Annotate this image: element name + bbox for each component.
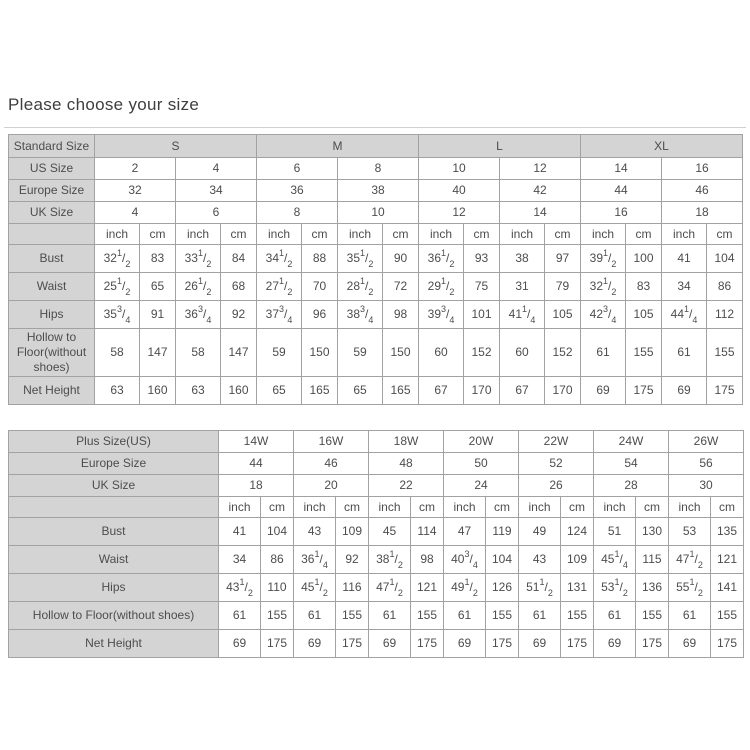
unit-header-cell: cm: [383, 224, 419, 245]
measure-cm-cell: 121: [711, 546, 744, 574]
measure-inch-cell: 58: [95, 329, 140, 377]
unit-header-cell: cm: [707, 224, 743, 245]
measure-inch-cell: 61: [294, 602, 336, 630]
size-value-cell: 54: [594, 453, 669, 475]
measure-cm-cell: 98: [383, 301, 419, 329]
measure-inch-cell: $35^1/_2$: [338, 245, 383, 273]
size-value-cell: 18: [219, 475, 294, 497]
measure-cm-cell: 175: [636, 630, 669, 658]
measure-inch-cell: 49: [519, 518, 561, 546]
measure-cm-cell: 92: [221, 301, 257, 329]
size-value-cell: 4: [95, 202, 176, 224]
size-value-cell: 22: [369, 475, 444, 497]
measure-inch-cell: $36^3/_4$: [176, 301, 221, 329]
row-label-cell: Waist: [9, 273, 95, 301]
size-value-cell: 30: [669, 475, 744, 497]
row-label-cell: Bust: [9, 245, 95, 273]
measure-cm-cell: 65: [140, 273, 176, 301]
row-label-cell: Net Height: [9, 630, 219, 658]
measure-inch-cell: 69: [219, 630, 261, 658]
measure-cm-cell: 175: [561, 630, 594, 658]
unit-header-cell: cm: [486, 497, 519, 518]
measure-cm-cell: 114: [411, 518, 444, 546]
row-label-cell: Hollow to Floor(without shoes): [9, 329, 95, 377]
measure-cm-cell: 96: [302, 301, 338, 329]
measure-cm-cell: 160: [221, 377, 257, 405]
measure-cm-cell: 135: [711, 518, 744, 546]
measure-cm-cell: 101: [464, 301, 500, 329]
measure-inch-cell: 31: [500, 273, 545, 301]
size-value-cell: 2: [95, 158, 176, 180]
measure-cm-cell: 86: [261, 546, 294, 574]
measure-inch-cell: $28^1/_2$: [338, 273, 383, 301]
measure-inch-cell: $41^1/_4$: [500, 301, 545, 329]
measure-cm-cell: 155: [411, 602, 444, 630]
table-row: [9, 329, 743, 377]
measure-cm-cell: 84: [221, 245, 257, 273]
size-value-cell: 8: [257, 202, 338, 224]
measure-inch-cell: 61: [444, 602, 486, 630]
size-value-cell: 56: [669, 453, 744, 475]
measure-inch-cell: 61: [581, 329, 626, 377]
unit-header-cell: cm: [711, 497, 744, 518]
measure-cm-cell: 150: [302, 329, 338, 377]
measure-inch-cell: $25^1/_2$: [95, 273, 140, 301]
measure-inch-cell: 43: [294, 518, 336, 546]
measure-cm-cell: 147: [221, 329, 257, 377]
measure-inch-cell: 47: [444, 518, 486, 546]
size-value-cell: 28: [594, 475, 669, 497]
measure-inch-cell: $36^1/_4$: [294, 546, 336, 574]
measure-cm-cell: 86: [707, 273, 743, 301]
measure-inch-cell: 53: [669, 518, 711, 546]
measure-inch-cell: 61: [594, 602, 636, 630]
measure-inch-cell: $32^1/_2$: [95, 245, 140, 273]
measure-cm-cell: 121: [411, 574, 444, 602]
size-value-cell: 48: [369, 453, 444, 475]
measure-inch-cell: 69: [444, 630, 486, 658]
measure-inch-cell: 67: [500, 377, 545, 405]
unit-header-cell: inch: [419, 224, 464, 245]
measure-cm-cell: 155: [336, 602, 369, 630]
size-group-header-cell: S: [95, 135, 257, 158]
measure-inch-cell: $39^1/_2$: [581, 245, 626, 273]
measure-cm-cell: 141: [711, 574, 744, 602]
measure-cm-cell: 175: [711, 630, 744, 658]
size-value-cell: 44: [581, 180, 662, 202]
measure-inch-cell: 65: [338, 377, 383, 405]
measure-inch-cell: 43: [519, 546, 561, 574]
measure-cm-cell: 131: [561, 574, 594, 602]
unit-corner-cell: [9, 497, 219, 518]
measure-cm-cell: 155: [561, 602, 594, 630]
size-value-cell: 16W: [294, 431, 369, 453]
table-row: [9, 377, 743, 405]
measure-inch-cell: 69: [294, 630, 336, 658]
size-value-cell: 6: [257, 158, 338, 180]
row-label-cell: Hips: [9, 574, 219, 602]
size-value-cell: 12: [419, 202, 500, 224]
size-value-cell: 14: [500, 202, 581, 224]
size-value-cell: 16: [581, 202, 662, 224]
size-value-cell: 26W: [669, 431, 744, 453]
unit-header-cell: cm: [336, 497, 369, 518]
table-row: [9, 180, 743, 202]
unit-header-cell: cm: [561, 497, 594, 518]
unit-header-cell: cm: [626, 224, 662, 245]
measure-inch-cell: $33^1/_2$: [176, 245, 221, 273]
unit-header-cell: inch: [581, 224, 626, 245]
measure-cm-cell: 175: [486, 630, 519, 658]
standard-size-table: [8, 134, 743, 405]
table-row: [9, 224, 743, 245]
size-value-cell: 26: [519, 475, 594, 497]
measure-cm-cell: 152: [545, 329, 581, 377]
size-value-cell: 12: [500, 158, 581, 180]
measure-inch-cell: 61: [669, 602, 711, 630]
measure-cm-cell: 155: [707, 329, 743, 377]
measure-cm-cell: 68: [221, 273, 257, 301]
unit-header-cell: cm: [140, 224, 176, 245]
measure-inch-cell: $47^1/_2$: [369, 574, 411, 602]
size-value-cell: 16: [662, 158, 743, 180]
row-label-cell: Bust: [9, 518, 219, 546]
row-label-cell: Europe Size: [9, 180, 95, 202]
size-value-cell: 20: [294, 475, 369, 497]
row-label-cell: Hollow to Floor(without shoes): [9, 602, 219, 630]
measure-inch-cell: 63: [176, 377, 221, 405]
row-label-cell: US Size: [9, 158, 95, 180]
size-value-cell: 38: [338, 180, 419, 202]
corner-label-cell: Standard Size: [9, 135, 95, 158]
table-row: [9, 630, 744, 658]
row-label-cell: UK Size: [9, 475, 219, 497]
size-value-cell: 46: [294, 453, 369, 475]
measure-inch-cell: $27^1/_2$: [257, 273, 302, 301]
size-value-cell: 24W: [594, 431, 669, 453]
measure-inch-cell: $38^1/_2$: [369, 546, 411, 574]
measure-cm-cell: 160: [140, 377, 176, 405]
measure-inch-cell: 69: [369, 630, 411, 658]
measure-cm-cell: 91: [140, 301, 176, 329]
measure-cm-cell: 79: [545, 273, 581, 301]
measure-inch-cell: $43^1/_2$: [219, 574, 261, 602]
measure-cm-cell: 155: [711, 602, 744, 630]
size-value-cell: 24: [444, 475, 519, 497]
measure-inch-cell: 61: [662, 329, 707, 377]
measure-inch-cell: 51: [594, 518, 636, 546]
unit-header-cell: cm: [545, 224, 581, 245]
measure-cm-cell: 105: [626, 301, 662, 329]
plus-size-table: [8, 430, 744, 658]
measure-cm-cell: 150: [383, 329, 419, 377]
table-row: [9, 518, 744, 546]
table-row: [9, 453, 744, 475]
measure-inch-cell: 69: [594, 630, 636, 658]
measure-inch-cell: 59: [338, 329, 383, 377]
size-value-cell: 8: [338, 158, 419, 180]
table-row: [9, 546, 744, 574]
size-value-cell: 4: [176, 158, 257, 180]
measure-cm-cell: 155: [636, 602, 669, 630]
unit-header-cell: inch: [338, 224, 383, 245]
measure-cm-cell: 155: [261, 602, 294, 630]
row-label-cell: Hips: [9, 301, 95, 329]
table-row: [9, 497, 744, 518]
measure-inch-cell: 69: [669, 630, 711, 658]
unit-header-cell: inch: [257, 224, 302, 245]
table-row: [9, 273, 743, 301]
measure-cm-cell: 88: [302, 245, 338, 273]
measure-inch-cell: 60: [500, 329, 545, 377]
measure-cm-cell: 115: [636, 546, 669, 574]
measure-inch-cell: 65: [257, 377, 302, 405]
measure-cm-cell: 175: [336, 630, 369, 658]
unit-header-cell: cm: [261, 497, 294, 518]
measure-cm-cell: 104: [707, 245, 743, 273]
size-group-header-cell: L: [419, 135, 581, 158]
row-label-cell: Waist: [9, 546, 219, 574]
unit-header-cell: cm: [636, 497, 669, 518]
measure-cm-cell: 105: [545, 301, 581, 329]
size-value-cell: 52: [519, 453, 594, 475]
measure-cm-cell: 152: [464, 329, 500, 377]
measure-cm-cell: 83: [140, 245, 176, 273]
measure-inch-cell: 41: [219, 518, 261, 546]
measure-inch-cell: 45: [369, 518, 411, 546]
size-value-cell: 6: [176, 202, 257, 224]
measure-inch-cell: $45^1/_4$: [594, 546, 636, 574]
measure-inch-cell: 61: [219, 602, 261, 630]
unit-header-cell: inch: [594, 497, 636, 518]
size-value-cell: 40: [419, 180, 500, 202]
measure-cm-cell: 175: [707, 377, 743, 405]
table-row: [9, 202, 743, 224]
size-group-header-cell: M: [257, 135, 419, 158]
table-row: [9, 475, 744, 497]
row-label-cell: Net Height: [9, 377, 95, 405]
measure-cm-cell: 92: [336, 546, 369, 574]
row-label-cell: Plus Size(US): [9, 431, 219, 453]
table-row: [9, 158, 743, 180]
measure-cm-cell: 70: [302, 273, 338, 301]
size-value-cell: 32: [95, 180, 176, 202]
measure-inch-cell: 60: [419, 329, 464, 377]
measure-cm-cell: 165: [383, 377, 419, 405]
row-label-cell: Europe Size: [9, 453, 219, 475]
size-value-cell: 10: [338, 202, 419, 224]
measure-cm-cell: 109: [336, 518, 369, 546]
measure-inch-cell: $39^3/_4$: [419, 301, 464, 329]
size-value-cell: 44: [219, 453, 294, 475]
measure-inch-cell: $37^3/_4$: [257, 301, 302, 329]
measure-inch-cell: $44^1/_4$: [662, 301, 707, 329]
measure-inch-cell: 38: [500, 245, 545, 273]
size-value-cell: 14W: [219, 431, 294, 453]
measure-cm-cell: 124: [561, 518, 594, 546]
measure-cm-cell: 116: [336, 574, 369, 602]
measure-inch-cell: $45^1/_2$: [294, 574, 336, 602]
unit-header-cell: cm: [221, 224, 257, 245]
measure-cm-cell: 75: [464, 273, 500, 301]
measure-cm-cell: 155: [626, 329, 662, 377]
measure-cm-cell: 175: [261, 630, 294, 658]
measure-cm-cell: 175: [411, 630, 444, 658]
measure-cm-cell: 83: [626, 273, 662, 301]
measure-inch-cell: $29^1/_2$: [419, 273, 464, 301]
measure-cm-cell: 110: [261, 574, 294, 602]
measure-inch-cell: 34: [662, 273, 707, 301]
table-row: [9, 301, 743, 329]
unit-header-cell: inch: [662, 224, 707, 245]
size-value-cell: 18: [662, 202, 743, 224]
table-row: [9, 574, 744, 602]
unit-header-cell: inch: [294, 497, 336, 518]
measure-cm-cell: 170: [545, 377, 581, 405]
measure-cm-cell: 175: [626, 377, 662, 405]
measure-inch-cell: $51^1/_2$: [519, 574, 561, 602]
measure-cm-cell: 72: [383, 273, 419, 301]
measure-inch-cell: 69: [662, 377, 707, 405]
table-row: [9, 135, 743, 158]
measure-inch-cell: 58: [176, 329, 221, 377]
measure-inch-cell: $53^1/_2$: [594, 574, 636, 602]
measure-cm-cell: 170: [464, 377, 500, 405]
measure-cm-cell: 119: [486, 518, 519, 546]
measure-inch-cell: $34^1/_2$: [257, 245, 302, 273]
measure-cm-cell: 165: [302, 377, 338, 405]
measure-inch-cell: 63: [95, 377, 140, 405]
unit-header-cell: inch: [444, 497, 486, 518]
table-row: [9, 602, 744, 630]
measure-inch-cell: $32^1/_2$: [581, 273, 626, 301]
unit-header-cell: inch: [176, 224, 221, 245]
measure-inch-cell: $49^1/_2$: [444, 574, 486, 602]
measure-cm-cell: 98: [411, 546, 444, 574]
measure-cm-cell: 93: [464, 245, 500, 273]
size-value-cell: 14: [581, 158, 662, 180]
measure-inch-cell: 67: [419, 377, 464, 405]
measure-inch-cell: 34: [219, 546, 261, 574]
measure-cm-cell: 155: [486, 602, 519, 630]
measure-cm-cell: 126: [486, 574, 519, 602]
measure-inch-cell: 59: [257, 329, 302, 377]
measure-cm-cell: 90: [383, 245, 419, 273]
measure-cm-cell: 130: [636, 518, 669, 546]
size-value-cell: 10: [419, 158, 500, 180]
size-value-cell: 36: [257, 180, 338, 202]
size-group-header-cell: XL: [581, 135, 743, 158]
measure-inch-cell: 41: [662, 245, 707, 273]
unit-header-cell: inch: [669, 497, 711, 518]
measure-inch-cell: $38^3/_4$: [338, 301, 383, 329]
table-row: [9, 431, 744, 453]
measure-inch-cell: 69: [519, 630, 561, 658]
measure-cm-cell: 104: [486, 546, 519, 574]
measure-cm-cell: 112: [707, 301, 743, 329]
unit-header-cell: cm: [302, 224, 338, 245]
measure-inch-cell: 69: [581, 377, 626, 405]
unit-header-cell: inch: [519, 497, 561, 518]
size-value-cell: 22W: [519, 431, 594, 453]
measure-inch-cell: $55^1/_2$: [669, 574, 711, 602]
unit-header-cell: cm: [464, 224, 500, 245]
size-value-cell: 18W: [369, 431, 444, 453]
measure-cm-cell: 147: [140, 329, 176, 377]
measure-inch-cell: 61: [369, 602, 411, 630]
size-value-cell: 46: [662, 180, 743, 202]
unit-header-cell: inch: [219, 497, 261, 518]
measure-inch-cell: $40^3/_4$: [444, 546, 486, 574]
size-value-cell: 34: [176, 180, 257, 202]
size-value-cell: 42: [500, 180, 581, 202]
measure-inch-cell: $35^3/_4$: [95, 301, 140, 329]
measure-inch-cell: $47^1/_2$: [669, 546, 711, 574]
measure-inch-cell: $42^3/_4$: [581, 301, 626, 329]
unit-header-cell: inch: [95, 224, 140, 245]
measure-cm-cell: 136: [636, 574, 669, 602]
unit-header-cell: inch: [369, 497, 411, 518]
row-label-cell: UK Size: [9, 202, 95, 224]
measure-cm-cell: 109: [561, 546, 594, 574]
unit-header-cell: cm: [411, 497, 444, 518]
unit-corner-cell: [9, 224, 95, 245]
measure-cm-cell: 97: [545, 245, 581, 273]
measure-inch-cell: $26^1/_2$: [176, 273, 221, 301]
page-title: Please choose your size: [8, 95, 200, 114]
unit-header-cell: inch: [500, 224, 545, 245]
measure-cm-cell: 104: [261, 518, 294, 546]
size-value-cell: 50: [444, 453, 519, 475]
measure-inch-cell: $36^1/_2$: [419, 245, 464, 273]
size-value-cell: 20W: [444, 431, 519, 453]
divider: [4, 127, 746, 128]
table-row: [9, 245, 743, 273]
measure-cm-cell: 100: [626, 245, 662, 273]
measure-inch-cell: 61: [519, 602, 561, 630]
